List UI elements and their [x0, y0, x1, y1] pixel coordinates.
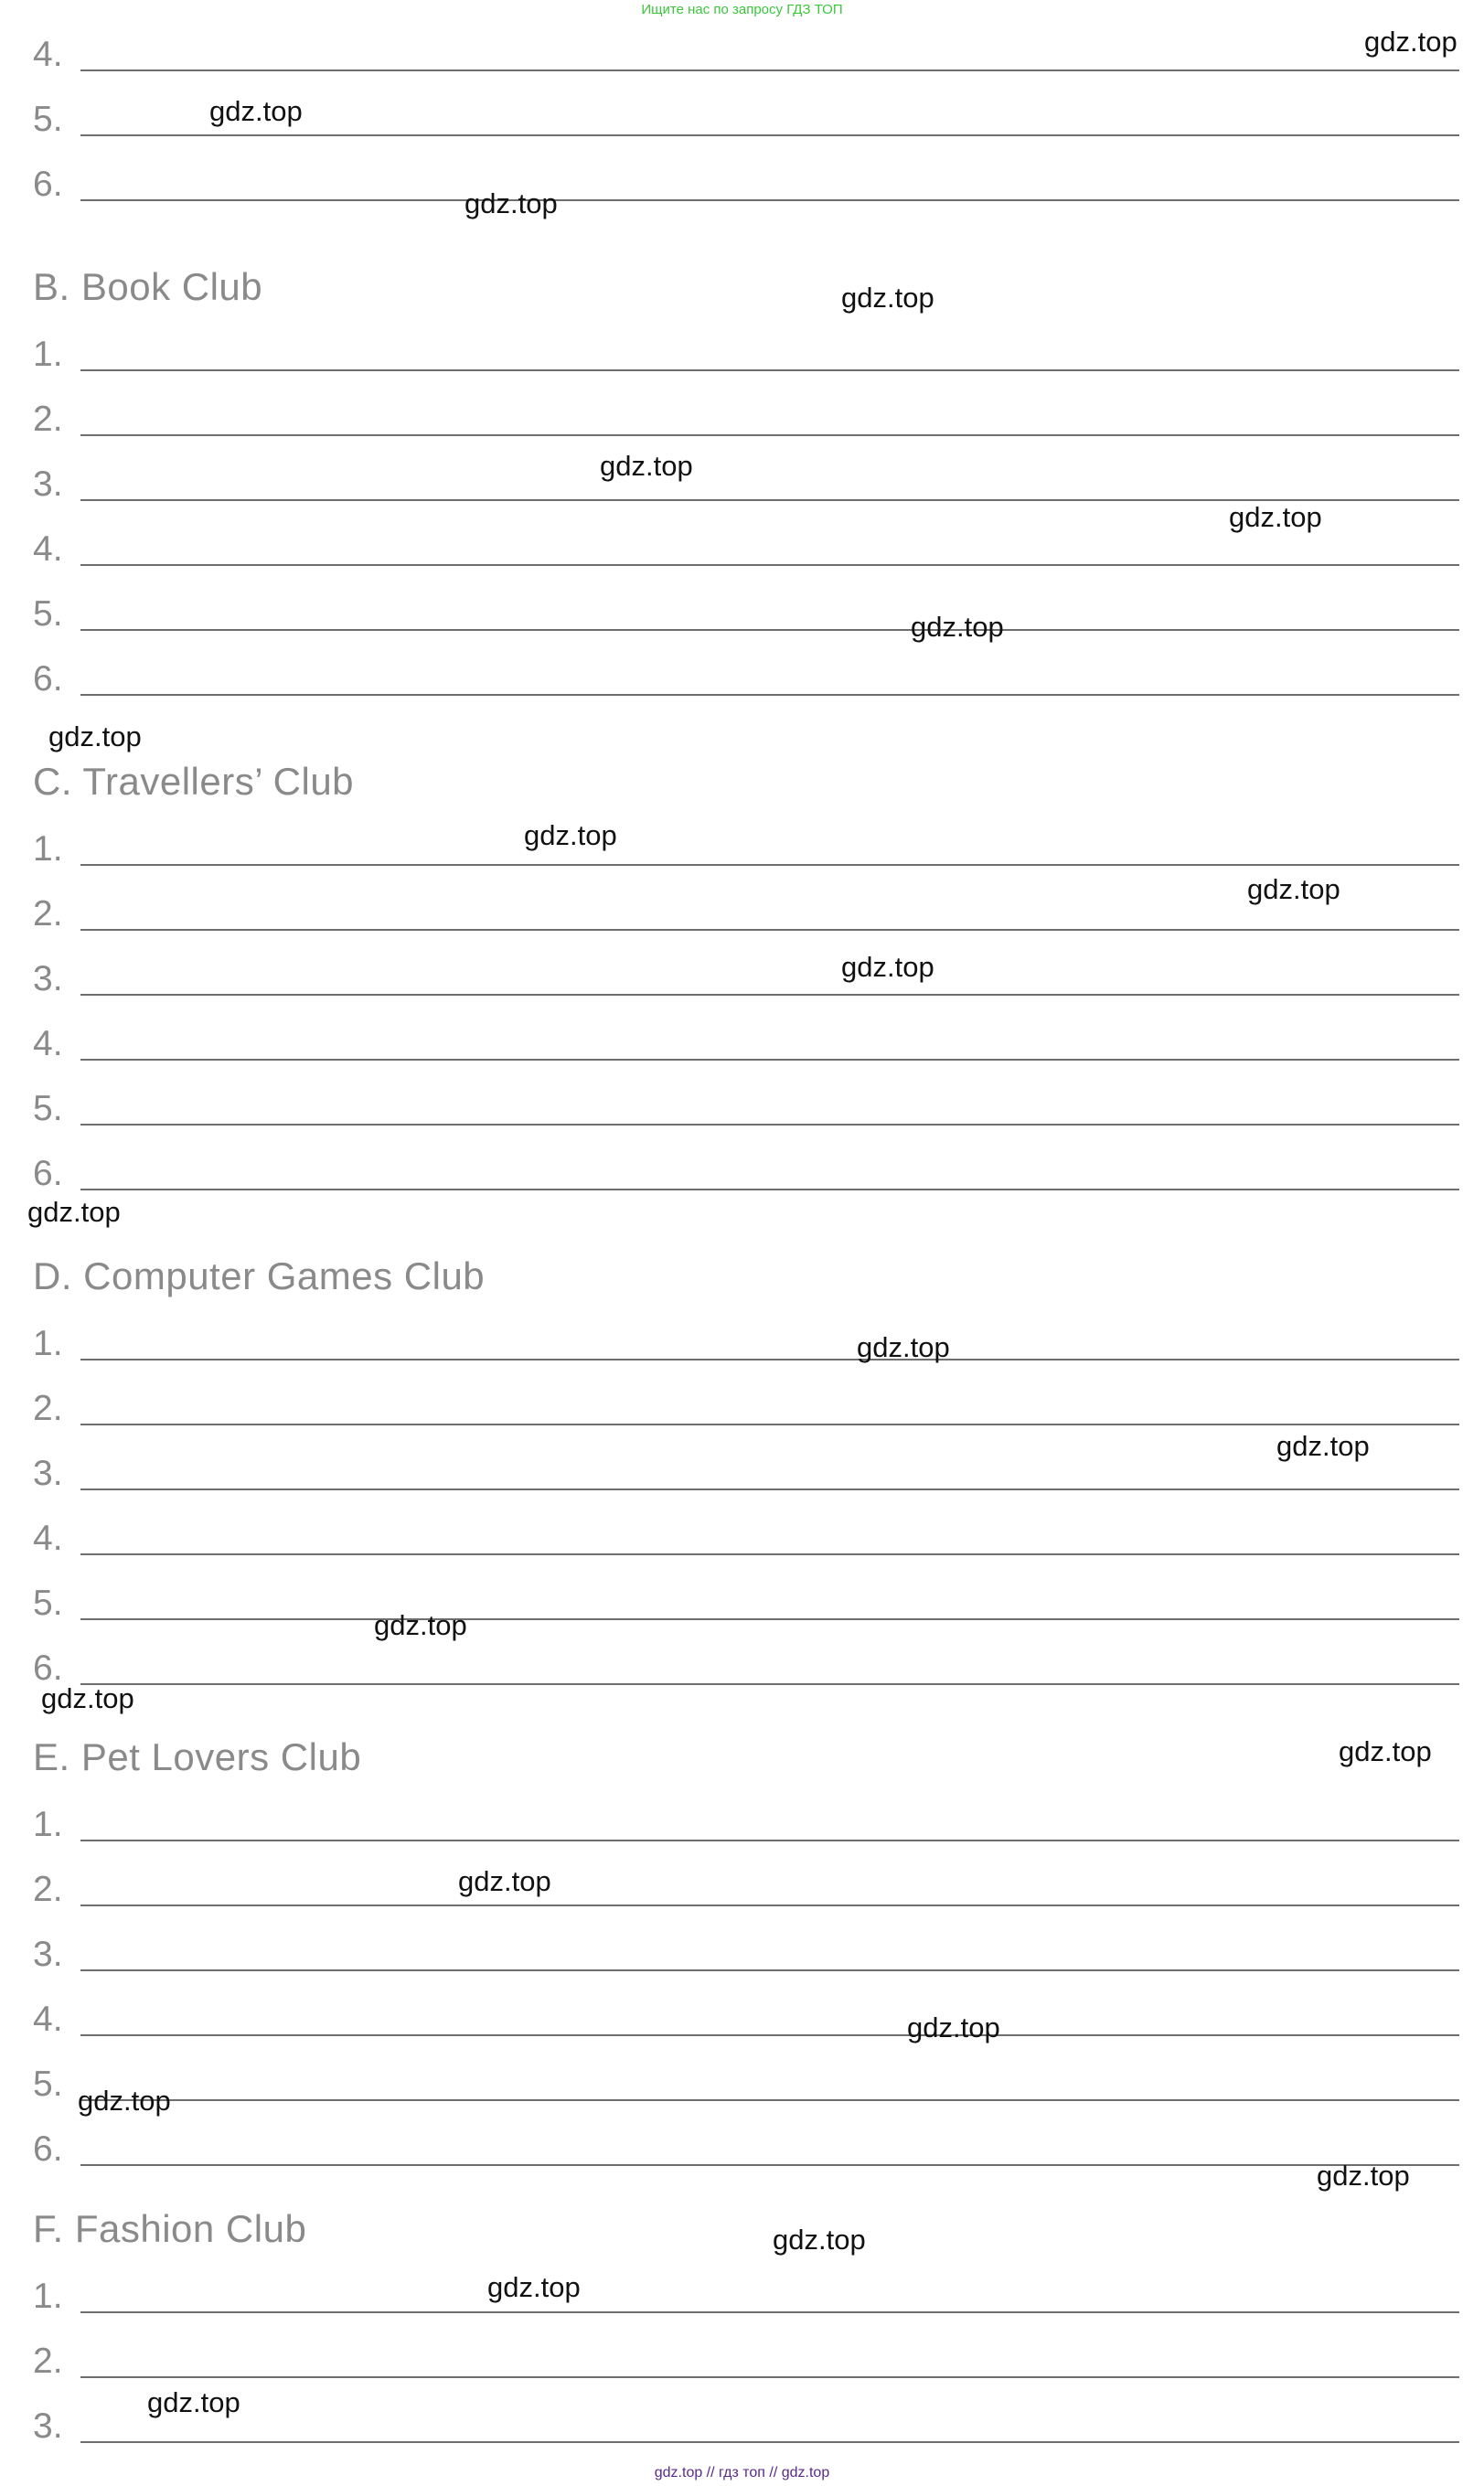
writing-line[interactable] [33, 1519, 1459, 1564]
watermark: gdz.top [487, 2271, 581, 2303]
watermark: gdz.top [773, 2224, 866, 2256]
watermark: gdz.top [857, 1331, 950, 1363]
footer-banner: gdz.top // гдз топ // gdz.top [654, 2465, 830, 2481]
writing-line[interactable] [33, 2406, 1459, 2452]
writing-line[interactable] [33, 1324, 1459, 1370]
line-rule [80, 1683, 1459, 1685]
watermark: gdz.top [78, 2085, 171, 2117]
section-title-pet-lovers-club: E. Pet Lovers Club [33, 1735, 362, 1778]
writing-line[interactable] [33, 2000, 1459, 2045]
line-number: 2. [33, 400, 63, 439]
watermark: gdz.top [1247, 873, 1340, 905]
writing-line[interactable] [33, 529, 1459, 575]
section-title-travellers-club: C. Travellers’ Club [33, 760, 355, 803]
line-rule [80, 434, 1459, 436]
section-title-book-club: B. Book Club [33, 265, 263, 308]
line-number: 5. [33, 2065, 63, 2104]
line-number: 3. [33, 1454, 63, 1493]
line-number: 5. [33, 594, 63, 634]
line-rule [80, 2376, 1459, 2378]
writing-line[interactable] [33, 35, 1459, 80]
writing-line[interactable] [33, 2129, 1459, 2175]
line-rule [80, 1189, 1459, 1190]
line-rule [80, 69, 1459, 71]
line-number: 4. [33, 35, 63, 74]
writing-line[interactable] [33, 959, 1459, 1005]
line-rule [80, 2034, 1459, 2036]
writing-line[interactable] [33, 1024, 1459, 1070]
line-rule [80, 564, 1459, 566]
line-number: 5. [33, 1584, 63, 1623]
line-number: 1. [33, 1324, 63, 1363]
watermark: gdz.top [911, 611, 1004, 643]
line-number: 2. [33, 2342, 63, 2381]
writing-line[interactable] [33, 1584, 1459, 1629]
writing-line[interactable] [33, 2277, 1459, 2322]
watermark: gdz.top [907, 2011, 1000, 2043]
writing-line[interactable] [33, 400, 1459, 445]
writing-line[interactable] [33, 894, 1459, 940]
watermark: gdz.top [464, 187, 558, 219]
writing-line[interactable] [33, 1648, 1459, 1694]
line-rule [80, 629, 1459, 631]
writing-line[interactable] [33, 2065, 1459, 2110]
writing-line[interactable] [33, 2342, 1459, 2387]
line-rule [80, 134, 1459, 136]
line-number: 2. [33, 1870, 63, 1909]
writing-line[interactable] [33, 659, 1459, 705]
watermark: gdz.top [1229, 501, 1322, 533]
line-rule [80, 2311, 1459, 2313]
watermark: gdz.top [374, 1609, 467, 1641]
line-rule [80, 929, 1459, 931]
watermark: gdz.top [458, 1865, 551, 1897]
watermark: gdz.top [600, 450, 693, 482]
line-number: 1. [33, 2277, 63, 2316]
line-rule [80, 994, 1459, 996]
line-rule [80, 694, 1459, 696]
line-number: 4. [33, 1519, 63, 1558]
line-number: 1. [33, 1805, 63, 1844]
writing-line[interactable] [33, 1805, 1459, 1851]
line-number: 6. [33, 659, 63, 699]
top-banner: Ищите нас по запросу ГДЗ ТОП [641, 2, 843, 17]
watermark: gdz.top [1364, 26, 1457, 58]
writing-line[interactable] [33, 1389, 1459, 1435]
line-rule [80, 1840, 1459, 1841]
line-number: 4. [33, 2000, 63, 2039]
line-number: 4. [33, 529, 63, 569]
watermark: gdz.top [1317, 2160, 1410, 2192]
line-rule [80, 2099, 1459, 2101]
watermark: gdz.top [147, 2386, 240, 2418]
writing-line[interactable] [33, 335, 1459, 380]
line-rule [80, 2441, 1459, 2443]
line-number: 3. [33, 2406, 63, 2446]
line-rule [80, 864, 1459, 866]
writing-line[interactable] [33, 165, 1459, 210]
watermark: gdz.top [841, 951, 934, 983]
line-rule [80, 199, 1459, 201]
watermark: gdz.top [524, 819, 617, 851]
watermark: gdz.top [1276, 1430, 1370, 1462]
writing-line[interactable] [33, 1454, 1459, 1499]
line-rule [80, 1488, 1459, 1490]
line-number: 6. [33, 2129, 63, 2169]
writing-line[interactable] [33, 594, 1459, 640]
section-title-computer-games-club: D. Computer Games Club [33, 1254, 486, 1297]
watermark: gdz.top [209, 95, 303, 127]
watermark: gdz.top [27, 1196, 121, 1228]
line-rule [80, 1059, 1459, 1061]
watermark: gdz.top [841, 282, 934, 314]
writing-line[interactable] [33, 1935, 1459, 1980]
line-rule [80, 1618, 1459, 1620]
line-rule [80, 369, 1459, 371]
line-rule [80, 1905, 1459, 1906]
watermark: gdz.top [41, 1682, 134, 1714]
line-number: 5. [33, 100, 63, 139]
line-rule [80, 1969, 1459, 1971]
writing-line[interactable] [33, 1870, 1459, 1915]
line-number: 3. [33, 1935, 63, 1974]
line-number: 3. [33, 959, 63, 998]
watermark: gdz.top [48, 720, 142, 752]
line-number: 1. [33, 829, 63, 869]
line-rule [80, 1553, 1459, 1555]
writing-line[interactable] [33, 1089, 1459, 1135]
section-title-fashion-club: F. Fashion Club [33, 2207, 307, 2250]
line-number: 6. [33, 1154, 63, 1193]
line-rule [80, 1424, 1459, 1425]
watermark: gdz.top [1339, 1735, 1432, 1767]
line-number: 5. [33, 1089, 63, 1128]
line-number: 3. [33, 464, 63, 504]
line-rule [80, 1359, 1459, 1360]
line-number: 2. [33, 1389, 63, 1428]
line-number: 6. [33, 1648, 63, 1688]
line-number: 1. [33, 335, 63, 374]
line-rule [80, 1124, 1459, 1126]
line-rule [80, 2164, 1459, 2166]
line-number: 6. [33, 165, 63, 204]
line-number: 4. [33, 1024, 63, 1063]
writing-line[interactable] [33, 1154, 1459, 1200]
line-number: 2. [33, 894, 63, 934]
writing-line[interactable] [33, 829, 1459, 875]
